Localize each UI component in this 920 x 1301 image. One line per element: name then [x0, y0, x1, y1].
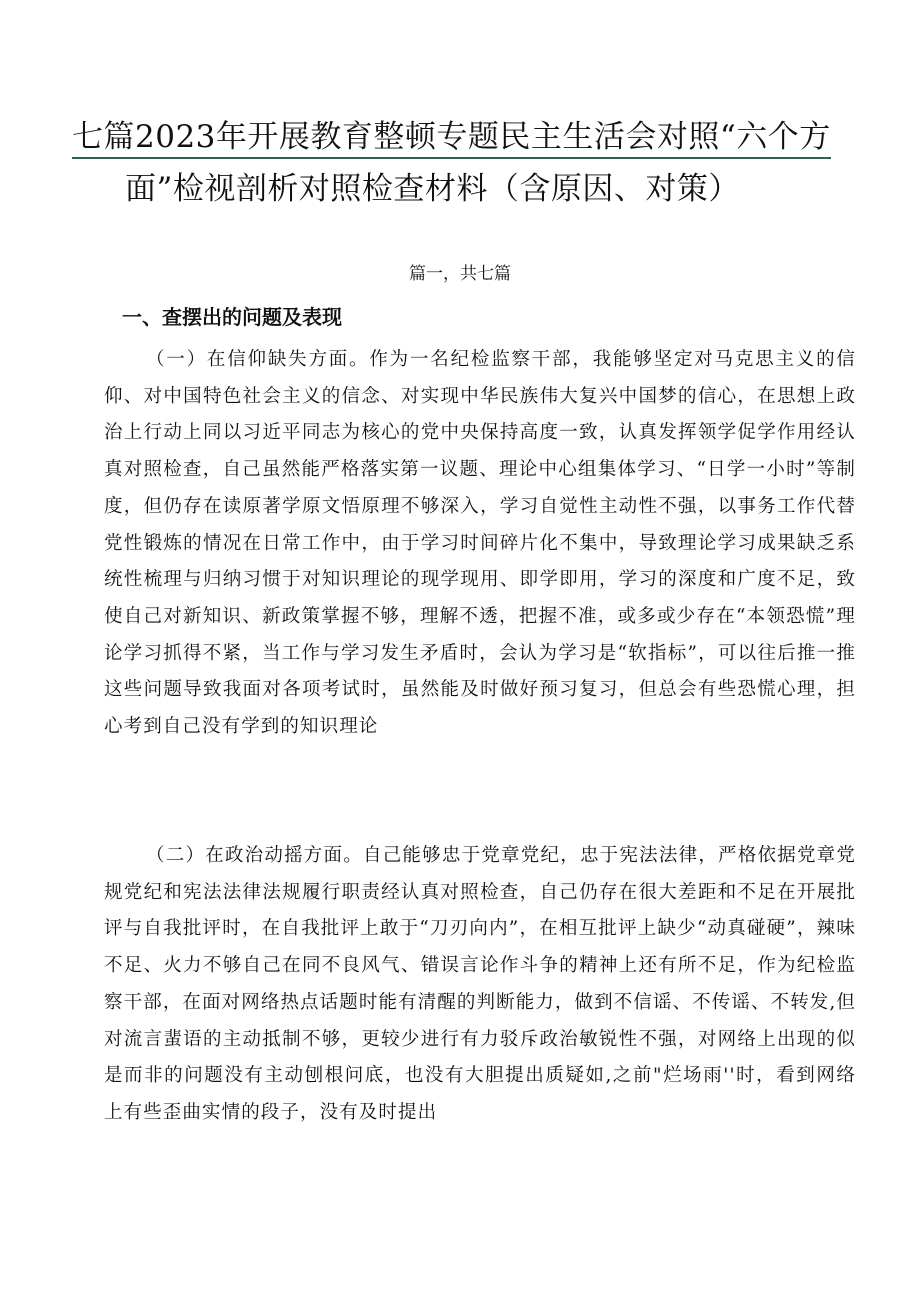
- paragraph-2: （二）在政治动摇方面。自己能够忠于党章党纪，忠于宪法法律，严格依据党章党规党纪和宪法法律法规履行职责经认真对照检查，自己仍存在很大差距和不足在开展批评与自我批评时，在自我批评上敢于“刀刃向内”，在相互批评上缺少“动真碰硬”，辣味不足、火力不够自己在同不良风气、错误言论作斗争的精神上还有所不足，作为纪检监察干部，在面对网络热点话题时能有清醒的判断能力，做到不信谣、不传谣、不转发,但对流言蜚语的主动抵制不够，更较少进行有力驳斥政治敏锐性不强，对网络上出现的似是而非的问题没有主动刨根问底，也没有大胆提出质疑如,之前"烂场雨''时，看到网络上有些歪曲实情的段子，没有及时提出: [104, 845, 856, 1123]
- document-subtitle: 篇一，共七篇: [409, 264, 511, 284]
- title-line-1: 七篇2023年开展教育整顿专题民主生活会对照“六个方: [72, 117, 831, 159]
- title-line-2: 面”检视剖析对照检查材料（含原因、对策）: [125, 171, 740, 207]
- section-heading: 一、查摆出的问题及表现: [122, 305, 342, 329]
- document-title: [72, 117, 862, 213]
- paragraph-1: （一）在信仰缺失方面。作为一名纪检监察干部，我能够坚定对马克思主义的信仰、对中国特色社会主义的信念、对实现中华民族伟大复兴中国梦的信心，在思想上政治上行动上同以习近平同志为核心的党中央保持高度一致，认真发挥领学促学作用经认真对照检查，自己虽然能严格落实第一议题、理论中心组集体学习、“日学一小时”等制度，但仍存在读原著学原文悟原理不够深入，学习自觉性主动性不强，以事务工作代替党性锻炼的情况在日常工作中，由于学习时间碎片化不集中，导致理论学习成果缺乏系统性梳理与归纳习惯于对知识理论的现学现用、即学即用，学习的深度和广度不足，致使自己对新知识、新政策掌握不够，理解不透，把握不准，或多或少存在“本领恐慌”理论学习抓得不紧，当工作与学习发生矛盾时，会认为学习是“软指标”，可以往后推一推这些问题导致我面对各项考试时，虽然能及时做好预习复习，但总会有些恐慌心理，担心考到自己没有学到的知识理论: [104, 349, 856, 738]
